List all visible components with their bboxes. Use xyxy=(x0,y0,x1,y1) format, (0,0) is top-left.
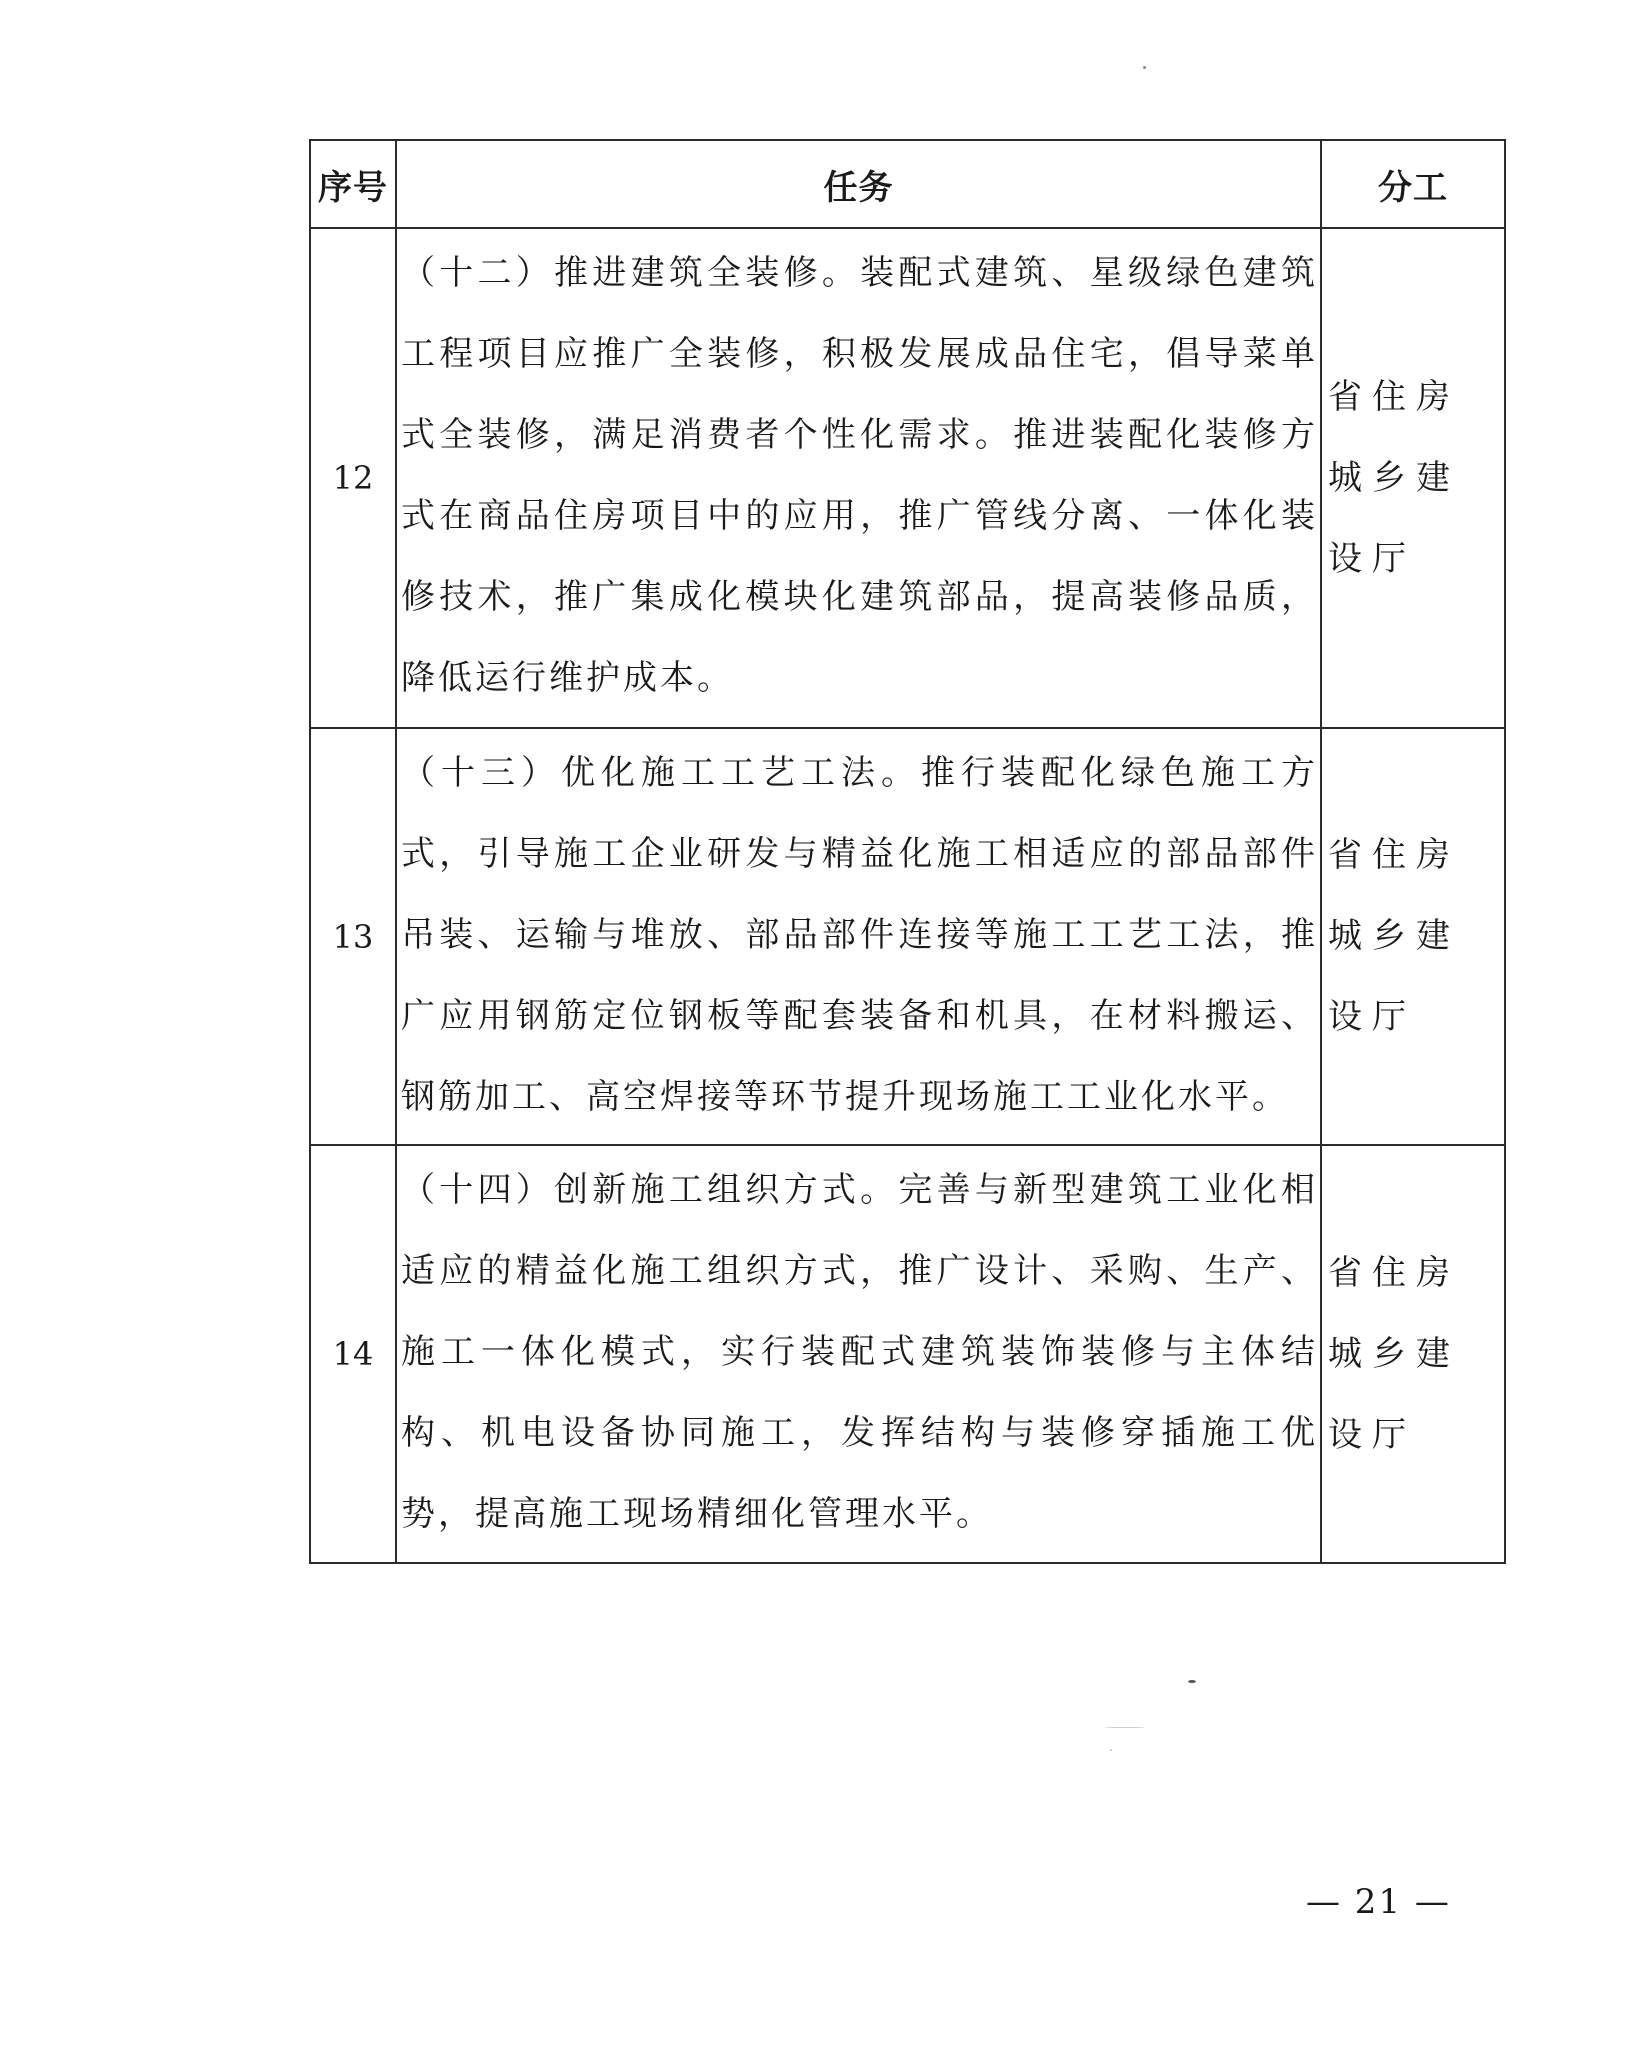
table-row xyxy=(310,228,1505,728)
row-task-text: （十二）推进建筑全装修。装配式建筑、星级绿色建筑工程项目应推广全装修，积极发展成品住宅，倡导菜单式全装修，满足消费者个性化需求。推进装配化装修方式在商品住房项目中的应用，推广管线分离、一体化装修技术，推广集成化模块化建筑部品，提高装修品质，降低运行维护成本。 xyxy=(396,228,1321,728)
row-task-text: （十四）创新施工组织方式。完善与新型建筑工业化相适应的精益化施工组织方式，推广设计、采购、生产、施工一体化模式，实行装配式建筑装饰装修与主体结构、机电设备协同施工，发挥结构与装修穿插施工优势，提高施工现场精细化管理水平。 xyxy=(396,1145,1321,1563)
header-serial-number: 序号 xyxy=(310,140,396,228)
table-row xyxy=(310,728,1505,1145)
table-header-row xyxy=(310,140,1505,228)
page-number: — 21 — xyxy=(1306,1882,1451,1922)
scan-speck xyxy=(1110,1749,1112,1751)
row-division: 省住房城乡建设厅 xyxy=(1321,228,1505,728)
scan-speck xyxy=(1143,66,1146,69)
table-row xyxy=(310,1145,1505,1563)
row-division: 省住房城乡建设厅 xyxy=(1321,728,1505,1145)
row-division: 省住房城乡建设厅 xyxy=(1321,1145,1505,1563)
header-division: 分工 xyxy=(1321,140,1505,228)
scan-speck xyxy=(1188,1680,1196,1683)
row-serial-number: 12 xyxy=(310,228,396,728)
row-serial-number: 13 xyxy=(310,728,396,1145)
header-task: 任务 xyxy=(396,140,1321,228)
row-task-text: （十三）优化施工工艺工法。推行装配化绿色施工方式，引导施工企业研发与精益化施工相适应的部品部件吊装、运输与堆放、部品部件连接等施工工艺工法，推广应用钢筋定位钢板等配套装备和机具，在材料搬运、钢筋加工、高空焊接等环节提升现场施工工业化水平。 xyxy=(396,728,1321,1145)
scan-speck xyxy=(1105,1727,1145,1728)
row-serial-number: 14 xyxy=(310,1145,396,1563)
task-table xyxy=(309,139,1506,1564)
